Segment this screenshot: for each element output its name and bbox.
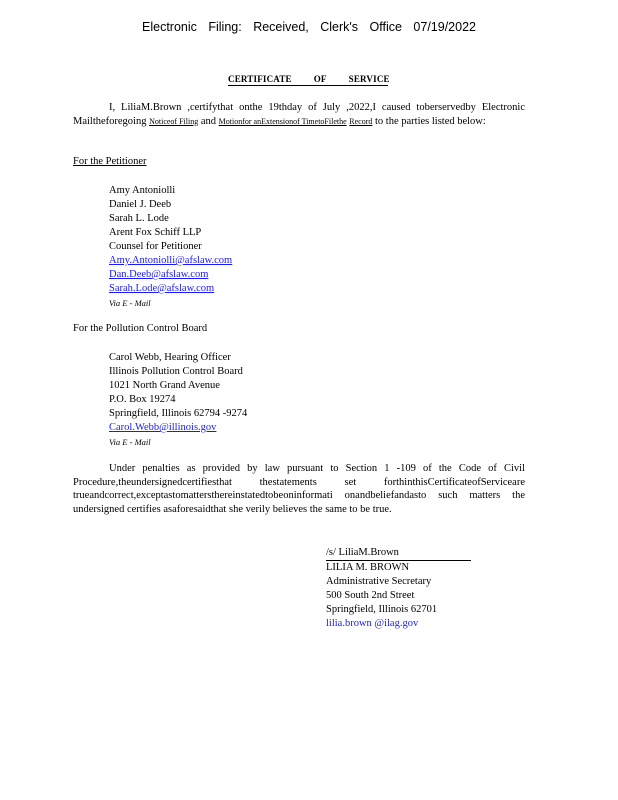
signer-address-2: Springfield, Illinois 62701 (326, 604, 438, 615)
signer-address-1: 500 South 2nd Street (326, 590, 415, 601)
signer-name: LILIA M. BROWN (326, 562, 410, 573)
board-line: 1021 North Grand Avenue (109, 380, 220, 391)
email-link-deeb[interactable]: Dan.Deeb@afslaw.com (109, 269, 209, 280)
signer-title: Administrative Secretary (326, 576, 432, 587)
board-line: Carol Webb, Hearing Officer (109, 352, 231, 363)
board-heading: For the Pollution Control Board (73, 323, 208, 334)
title-word-3: SERVICE (348, 74, 390, 84)
signer-email-link[interactable]: lilia.brown @ilag.gov (326, 618, 419, 629)
email-link-lode[interactable]: Sarah.Lode@afslaw.com (109, 283, 215, 294)
service-method: Via E - Mail (109, 437, 151, 447)
motion-title-end: Record (349, 116, 373, 126)
certificate-title (228, 74, 388, 86)
board-block (109, 351, 247, 449)
board-line: Springfield, Illinois 62794 -9274 (109, 408, 248, 419)
service-method: Via E - Mail (109, 298, 151, 308)
certification-paragraph: Under penalties as provided by law pursuant to Section 1 -109 of the Code of Civil Procedure,theundersignedcertifiesthat thestatements set forthinthisCertificateofServiceare trueandcorrect,exceptastomattersthereinstatedtobeoninformati onandbeliefandasto such matters the undersigned certifies asaforesaidthat she verily believes the same to be true. (73, 463, 525, 515)
notice-of-filing-title: Noticeof Filing (149, 116, 199, 126)
intro-paragraph (73, 101, 525, 128)
signature-block (326, 546, 471, 631)
board-line: P.O. Box 19274 (109, 394, 176, 405)
email-link-antoniolli[interactable]: Amy.Antoniolli@afslaw.com (109, 255, 233, 266)
title-word-1: CERTIFICATE (228, 74, 292, 84)
petitioner-line: Amy Antoniolli (109, 185, 176, 196)
signature-line: /s/ LiliaM.Brown (326, 546, 471, 561)
intro-text-1: I, LiliaM.Brown ,certifythat onthe 19thday of July ,2022,I caused toberservedby Electronic Mailtheforegoing (73, 102, 525, 127)
petitioner-block (109, 184, 232, 310)
petitioner-line: Sarah L. Lode (109, 213, 169, 224)
intro-and: and (200, 115, 217, 127)
petitioner-line: Counsel for Petitioner (109, 241, 202, 252)
email-link-webb[interactable]: Carol.Webb@illinois.gov (109, 422, 217, 433)
board-line: Illinois Pollution Control Board (109, 366, 243, 377)
filing-header: Electronic Filing: Received, Clerk's Office 07/19/2022 (142, 20, 476, 34)
petitioner-line: Arent Fox Schiff LLP (109, 227, 202, 238)
intro-text-2: to the parties listed below: (375, 115, 486, 127)
title-word-2: OF (313, 74, 327, 84)
petitioner-heading: For the Petitioner (73, 156, 147, 167)
petitioner-line: Daniel J. Deeb (109, 199, 172, 210)
motion-title: Motionfor anExtensionof TimetoFilethe (218, 116, 347, 126)
